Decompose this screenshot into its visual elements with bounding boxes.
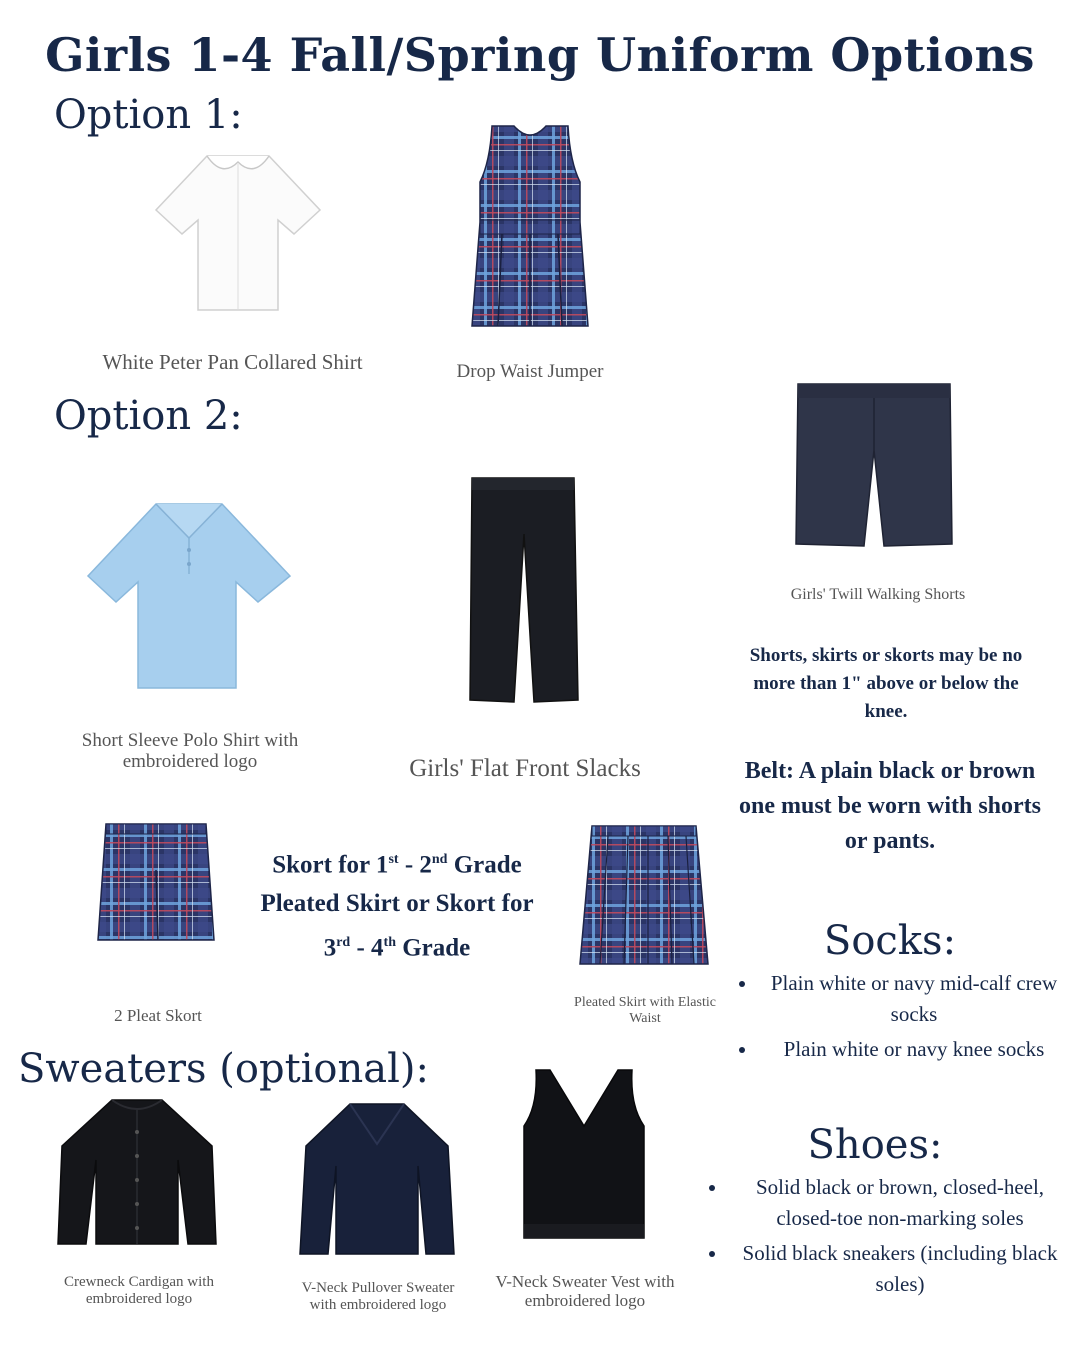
polo-shirt-caption: Short Sleeve Polo Shirt with embroidered logo — [81, 730, 299, 772]
polo-shirt-image — [86, 498, 292, 692]
crewneck-cardigan-caption: Crewneck Cardigan with embroidered logo — [64, 1274, 214, 1307]
two-pleat-skort-caption: 2 Pleat Skort — [114, 1006, 202, 1025]
shoes-item: • Solid black sneakers (including black soles) — [728, 1238, 1072, 1300]
sweaters-heading: Sweaters (optional): — [18, 1046, 429, 1092]
drop-waist-jumper-image — [470, 122, 590, 328]
socks-item: • Plain white or navy mid-calf crew socks — [758, 968, 1070, 1030]
twill-shorts-image — [794, 380, 954, 550]
flat-front-slacks-caption: Girls' Flat Front Slacks — [409, 755, 641, 782]
vneck-vest-image — [520, 1066, 648, 1242]
vneck-pullover-caption: V-Neck Pullover Sweater with embroidered logo — [301, 1280, 455, 1313]
skort-note-line2: Pleated Skirt or Skort for — [260, 890, 534, 918]
socks-item: • Plain white or navy knee socks — [758, 1034, 1070, 1065]
drop-waist-jumper-caption: Drop Waist Jumper — [456, 361, 604, 382]
option1-heading: Option 1: — [54, 92, 243, 138]
shoes-heading: Shoes: — [807, 1122, 943, 1168]
skort-grade-note — [236, 840, 558, 968]
two-pleat-skort-image — [96, 820, 216, 944]
skort-note-line3: 3rd - 4th Grade — [323, 934, 471, 962]
skirt-length-note: Shorts, skirts or skorts may be no more than 1" above or below the knee. — [749, 645, 1023, 722]
socks-heading: Socks: — [823, 918, 957, 964]
twill-shorts-caption: Girls' Twill Walking Shorts — [790, 586, 966, 603]
pleated-skirt-image — [578, 822, 710, 968]
crewneck-cardigan-image — [56, 1096, 218, 1248]
belt-note: Belt: A plain black or brown one must be worn with shorts or pants. — [738, 758, 1041, 854]
shoes-list — [700, 1172, 1072, 1304]
vneck-pullover-image — [298, 1100, 456, 1258]
socks-list — [730, 968, 1070, 1069]
shoes-item: • Solid black or brown, closed-heel, closed-toe non-marking soles — [728, 1172, 1072, 1234]
page-title: Girls 1-4 Fall/Spring Uniform Options — [45, 28, 1035, 82]
flat-front-slacks-image — [468, 474, 580, 706]
skort-note-line1: Skort for 1st - 2nd Grade — [272, 851, 522, 879]
option2-heading: Option 2: — [54, 393, 243, 439]
peter-pan-shirt-caption: White Peter Pan Collared Shirt — [102, 350, 363, 374]
vneck-vest-caption: V-Neck Sweater Vest with embroidered logo — [495, 1272, 675, 1310]
pleated-skirt-caption: Pleated Skirt with Elastic Waist — [574, 995, 716, 1026]
peter-pan-shirt-image — [152, 148, 324, 313]
